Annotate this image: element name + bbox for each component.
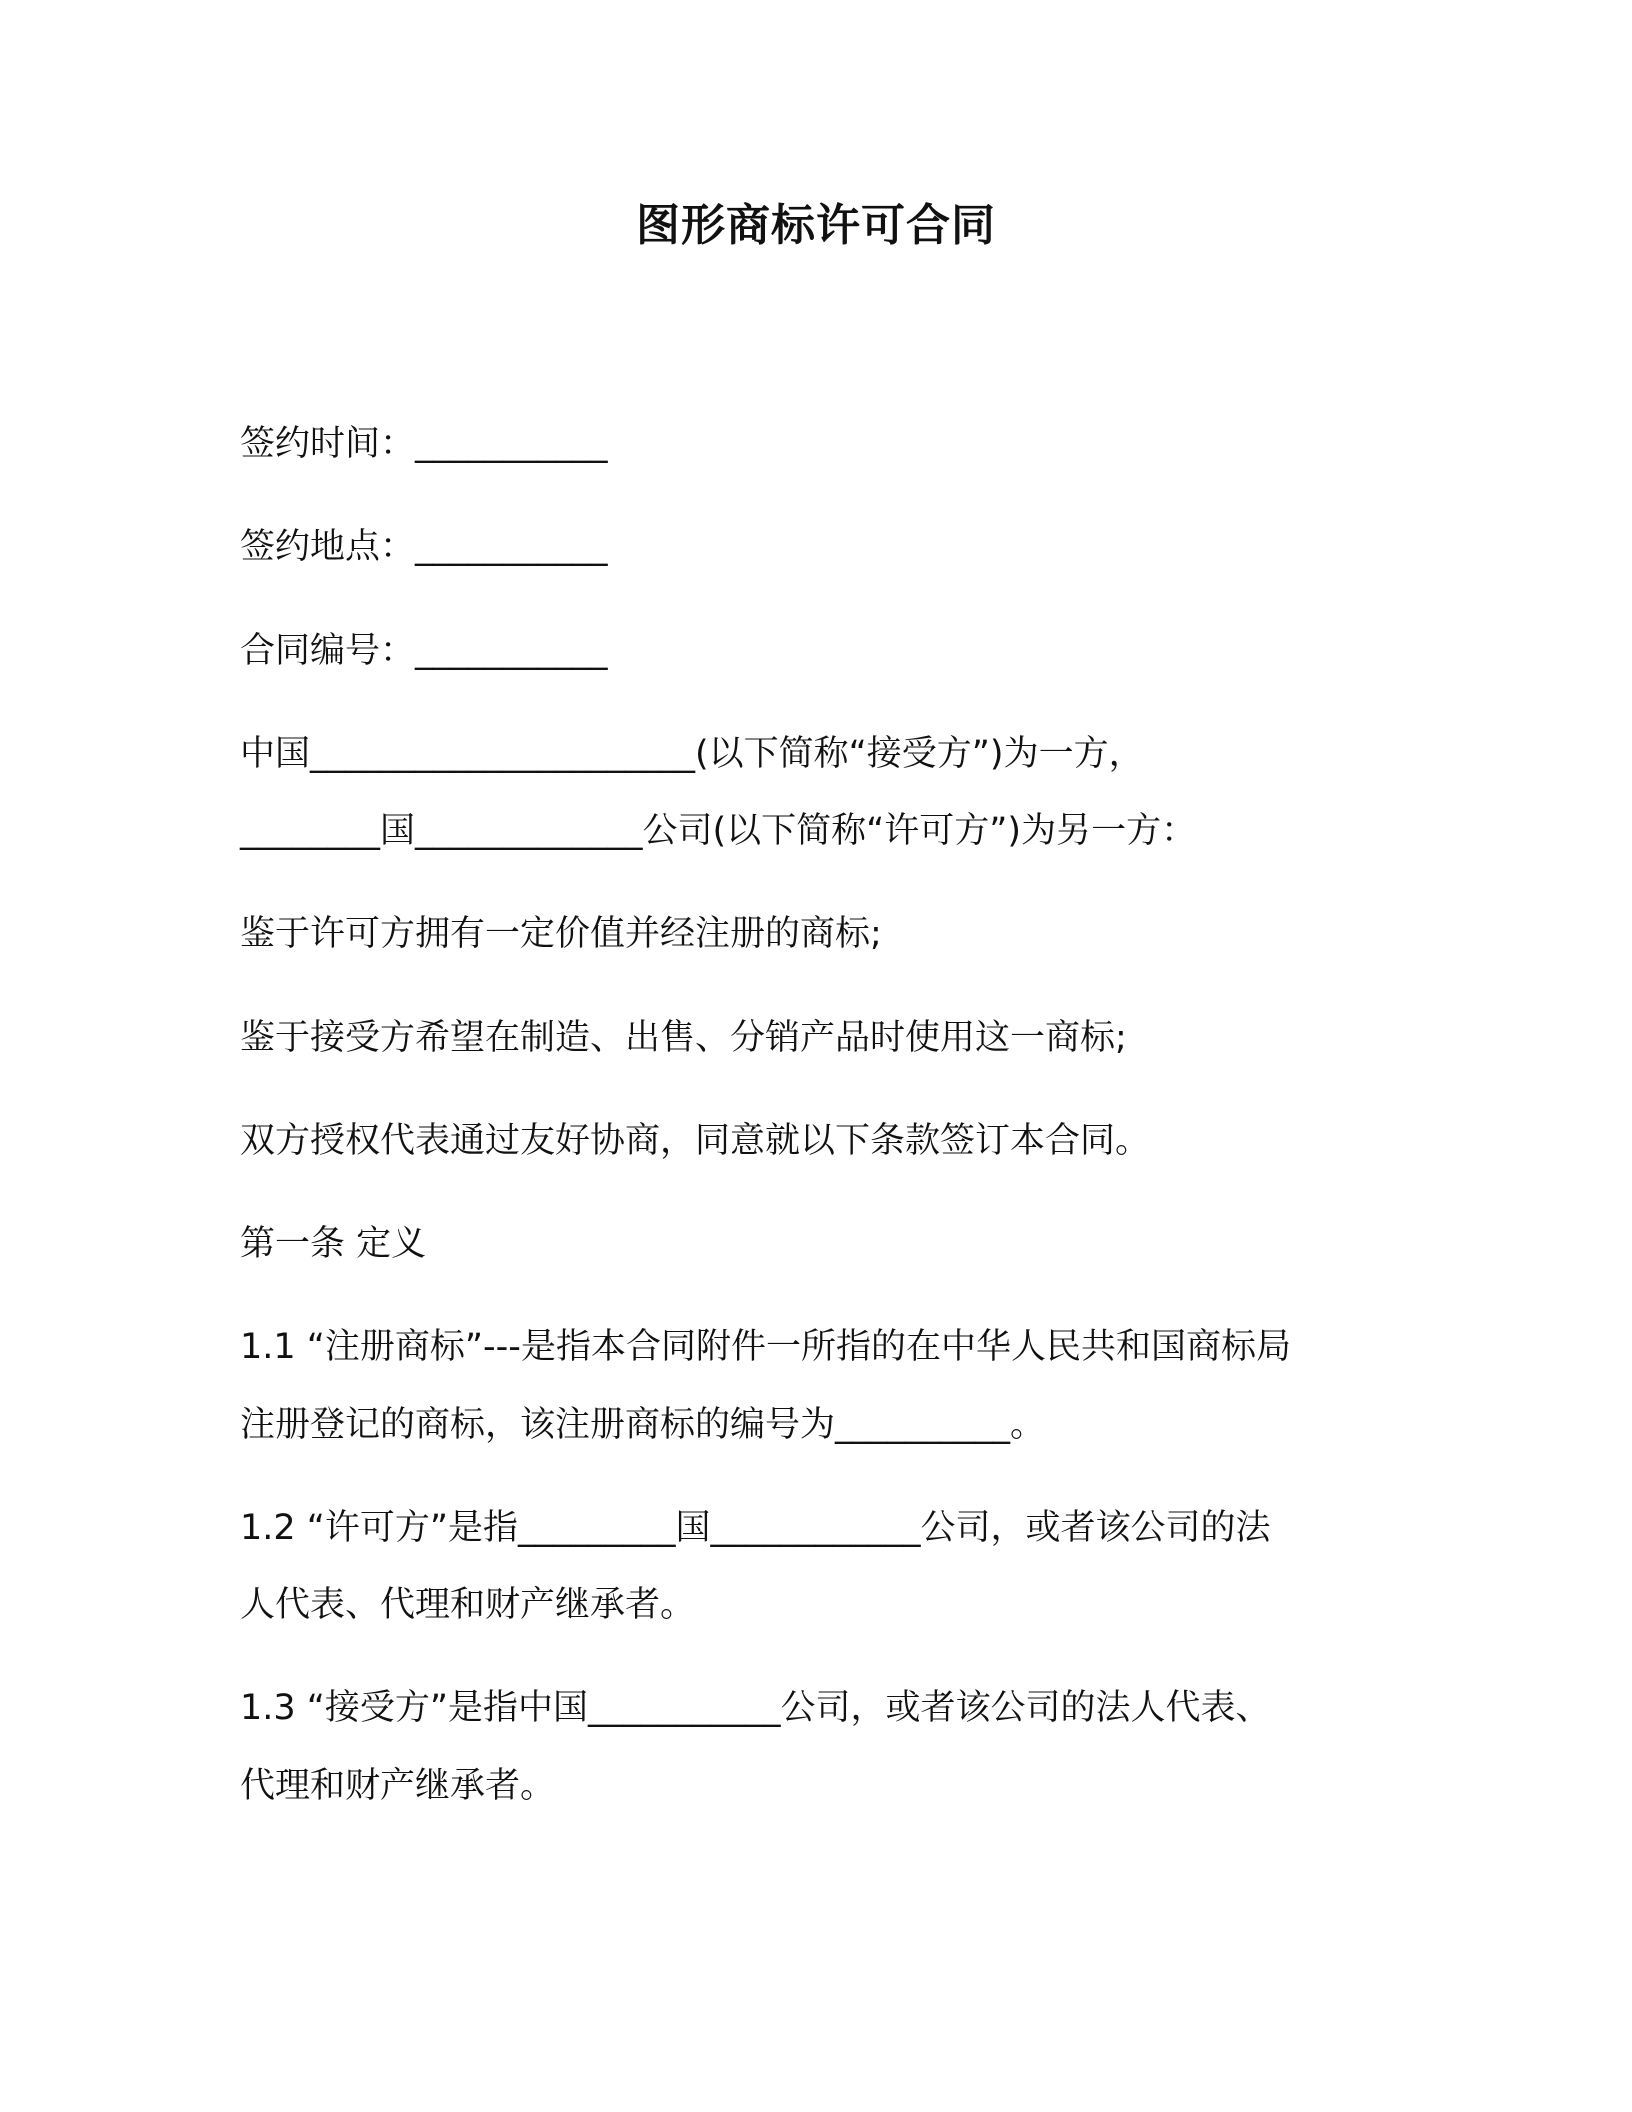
receiver-party-line: 中国______________________(以下简称“接受方”)为一方， [240, 734, 1144, 774]
clause-1-1-line-1: 1.1 “注册商标”---是指本合同附件一所指的在中华人民共和国商标局 [240, 1327, 1291, 1367]
contract-number-field: 合同编号：___________ [240, 631, 608, 671]
article-1-heading: 第一条 定义 [240, 1224, 427, 1264]
document-title: 图形商标许可合同 [636, 200, 996, 251]
clause-1-2-line-1: 1.2 “许可方”是指_________国____________公司，或者该公司的法 [240, 1508, 1271, 1548]
sign-time-field: 签约时间：___________ [240, 424, 608, 464]
licensor-party-line: ________国_____________公司(以下简称“许可方”)为另一方： [240, 811, 1197, 851]
sign-place-field: 签约地点：___________ [240, 527, 608, 567]
clause-1-1-line-2: 注册登记的商标，该注册商标的编号为__________。 [240, 1405, 1046, 1445]
clause-1-2-line-2: 人代表、代理和财产继承者。 [240, 1585, 696, 1625]
clause-1-3-line-2: 代理和财产继承者。 [240, 1766, 556, 1806]
recital-agreement-statement: 双方授权代表通过友好协商，同意就以下条款签订本合同。 [240, 1121, 1151, 1161]
clause-1-3-line-1: 1.3 “接受方”是指中国___________公司，或者该公司的法人代表、 [240, 1688, 1271, 1728]
recital-receiver-wishes-to-use: 鉴于接受方希望在制造、出售、分销产品时使用这一商标; [240, 1018, 1127, 1058]
recital-licensor-owns-trademark: 鉴于许可方拥有一定价值并经注册的商标; [240, 914, 882, 954]
